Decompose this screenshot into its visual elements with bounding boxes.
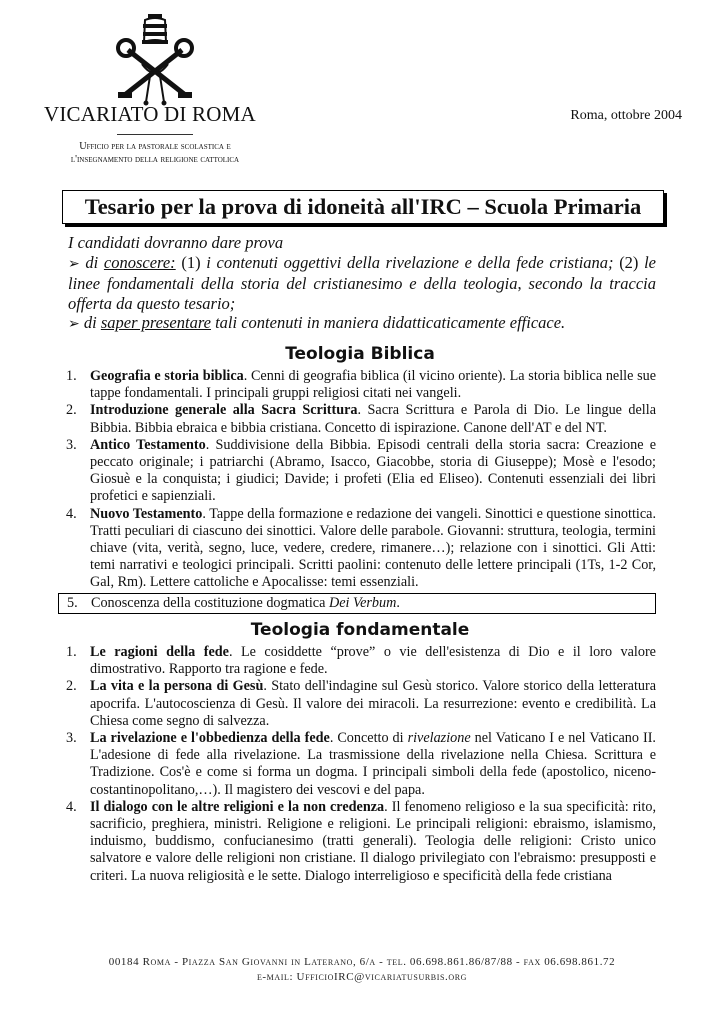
papal-coat-of-arms-icon (112, 12, 198, 106)
intro-line: I candidati dovranno dare prova (68, 233, 284, 252)
intro-number: (2) (619, 252, 639, 272)
item-topic: La rivelazione e l'obbedienza della fede (90, 730, 330, 747)
item-number: 1. (66, 644, 77, 660)
item-number: 2. (66, 678, 77, 695)
item-number: 5. (67, 594, 78, 611)
section-heading-biblical-theology: Teologia Biblica (285, 344, 435, 364)
office-name (20, 140, 290, 166)
item-text: Conoscenza della costituzione dogmatica (91, 594, 329, 611)
item-number: 2. (66, 402, 77, 419)
fundamental-theology-list (66, 644, 656, 885)
item-text: . Concetto di (329, 730, 408, 747)
office-line-2: l'insegnamento della religione cattolica (70, 154, 240, 165)
item-number: 3. (66, 436, 77, 453)
item-topic: Antico Testamento (90, 436, 206, 453)
item-italic-term: rivelazione (407, 730, 471, 747)
footer-address: 00184 Roma - Piazza San Giovanni in Laterano, 6/a - tel. 06.698.861.86/87/88 - fax 06.698.861.72 (108, 956, 616, 968)
footer (0, 955, 724, 985)
document-title: Tesario per la prova di idoneità all'IRC – Scuola Primaria (84, 194, 642, 219)
item-number: 4. (66, 798, 77, 815)
intro-text: secondo la traccia offerta da questo tesario; (68, 274, 657, 313)
item-topic: Nuovo Testamento (90, 505, 203, 522)
intro-text: le linee fondamentali della storia del cristianesimo e della teologia (68, 252, 657, 293)
item-topic: Il dialogo con le altre religioni e la non credenza (90, 798, 385, 815)
biblical-theology-list (66, 368, 656, 614)
item-topic: Geografia e storia biblica (90, 368, 244, 384)
intro-point-knowledge (68, 253, 656, 314)
item-text: . Le cosiddette “prove” o vie dell'esistenza di Dio e il loro valore dimostrativo. Rapporto tra ragione e fede. (90, 644, 656, 678)
list-item (66, 730, 656, 799)
item-number: 4. (66, 505, 77, 522)
intro-text: tali contenuti in maniera didatticaticamente efficace. (210, 313, 566, 332)
intro-point-presentation (68, 313, 656, 335)
arrow-bullet-icon: ➢ (68, 317, 80, 332)
item-text: nel Vaticano I e nel Vaticano II. L'adesione di fede alla rivelazione. La trasmissione della rivelazione nella Chiesa. Scrittura e Tradizione. Cos'è e come si forma un dogma. I principali simboli della fede (apostolico, niceno-costantinopolitano,…). Il magistero dei vescovi e del papa. (90, 730, 656, 798)
item-text: . Cenni di geografia biblica (il vicino oriente). La storia biblica nelle sue tappe fondamentali. I principali gruppi religiosi citati nei vangeli. (90, 368, 656, 402)
organization-name: VICARIATO DI ROMA (44, 102, 256, 126)
list-item (66, 368, 656, 402)
intro-text: di (85, 252, 104, 272)
item-text: . Sacra Scrittura e Parola di Dio. Le lingue della Bibbia. Bibbia ebraica e bibbia cristiana. Concetto di ispirazione. Canone dell'AT e del NT. (90, 402, 656, 436)
document-date: Roma, ottobre 2004 (570, 108, 682, 123)
intro-underlined-term: saper presentare (100, 313, 211, 332)
list-item (66, 644, 656, 678)
item-text: . Suddivisione della Bibbia. Episodi centrali della storia sacra: Creazione e peccato originale; i patriarchi (Abramo, Isacco, Giacobbe, storia di Giuseppe); Mosè e l'esodo; Giosuè e la conquista; i giudici; Davide; i profeti (Elia ed Eliseo). Contenuti essenziali dei libri profetici e sapienziali. (90, 436, 657, 505)
list-item (66, 799, 656, 885)
intro-comma: , (517, 274, 522, 293)
intro-text: di (83, 313, 101, 332)
intro-paragraph (68, 233, 656, 335)
item-text: . (396, 594, 400, 611)
intro-text: i contenuti oggettivi della rivelazione e della fede cristiana; (200, 252, 620, 272)
section-heading-fundamental-theology: Teologia fondamentale (250, 620, 470, 640)
item-text: . Tappe della formazione e redazione dei vangeli. Sinottici e questione sinottica. Tratti peculiari di ciascuno dei sinottici. Valore delle parabole. Giovanni: struttura, teologia, termini chiave (vita, verità, segno, luce, vedere, credere, rimanere…); relazione con i sinottici. Gli Atti: temi narrativi e teologici principali. Scritti paolini: contenuto delle lettere principali (1Ts, 1-2 Cor, Gal, Rm). Lettere cattoliche e Apocalisse: temi essenziali. (90, 505, 656, 591)
office-line-1: Ufficio per la pastorale scolastica e (79, 141, 231, 152)
item-document-title: Dei Verbum (328, 594, 397, 611)
item-number: 1. (66, 368, 77, 384)
item-topic: Le ragioni della fede (90, 644, 229, 660)
item-topic: La vita e la persona di Gesù (90, 678, 264, 695)
item-text: . Stato dell'indagine sul Gesù storico. Valore storico della letteratura apocrifa. L'autocoscienza di Gesù. Il valore dei miracoli. La resurrezione: evento e credibilità. La Chiesa come segno di salvezza. (90, 678, 656, 729)
list-item (66, 402, 656, 436)
list-item (66, 506, 656, 592)
intro-underlined-term: conoscere: (103, 252, 176, 272)
list-item (66, 678, 656, 730)
footer-email: e-mail: UfficioIRC@vicariatusurbis.org (256, 971, 468, 983)
list-item (66, 437, 656, 506)
office-divider (117, 134, 193, 135)
intro-number: (1) (181, 252, 201, 272)
item-number: 3. (66, 730, 77, 747)
item-topic: Introduzione generale alla Sacra Scrittura (90, 402, 358, 419)
list-item-boxed (58, 593, 656, 614)
arrow-bullet-icon: ➢ (68, 256, 80, 272)
item-text: . Il fenomeno religioso e la sua specificità: rito, sacrificio, preghiera, ministri. Religione e religioni. Le principali religioni: ebraismo, islamismo, induismo, buddismo, confucianesimo (tratti generali). Teologia delle religioni: Cristo unico salvatore e valore delle religioni non cristiane. Il dialogo privilegiato con l'ebraismo: presupposti e criteri. La nuova religiosità e le sette. Dialogo interreligioso e specificità della fede cristiana (90, 798, 656, 884)
title-box (62, 190, 664, 224)
